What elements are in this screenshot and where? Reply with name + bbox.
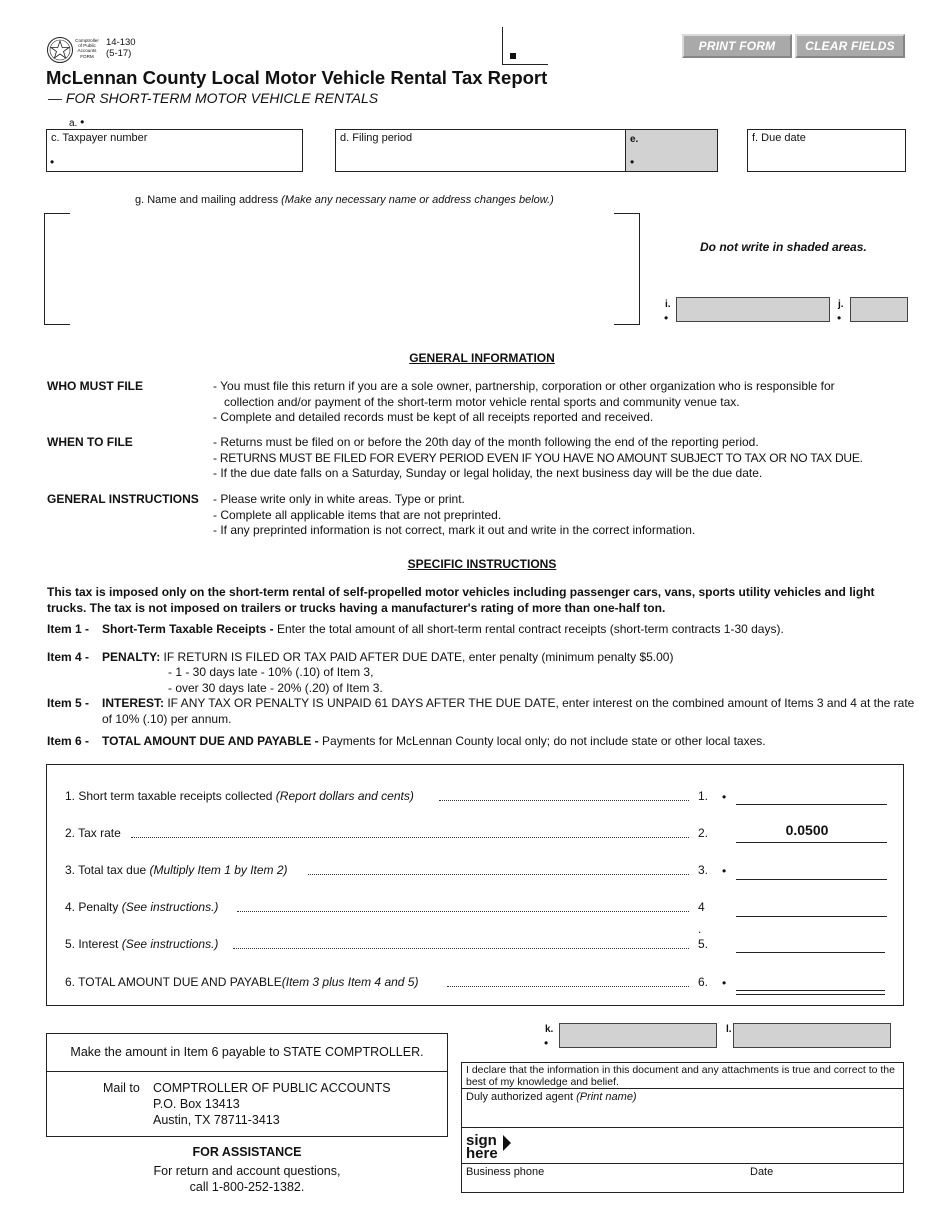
item-1-title: Short-Term Taxable Receipts -	[102, 622, 274, 636]
mail-to-label: Mail to	[103, 1081, 140, 1095]
item-5-label: Item 5 -	[47, 696, 90, 710]
instr-item-1: - Please write only in white areas. Type or print.	[213, 492, 465, 506]
who-must-file-label: WHO MUST FILE	[47, 379, 143, 393]
field-i-marker: •	[664, 311, 669, 325]
when-item-3: - If the due date falls on a Saturday, Sunday or legal holiday, the next business day will be the due date.	[213, 466, 763, 480]
line-1-number: 1.	[698, 789, 709, 803]
business-phone-label: Business phone	[466, 1166, 545, 1178]
line-1-input[interactable]	[736, 804, 887, 805]
mail-address-line-3: Austin, TX 78711-3413	[153, 1113, 280, 1127]
texas-seal-icon	[46, 36, 74, 64]
line-6-double-rule	[736, 994, 885, 995]
item-6-title: TOTAL AMOUNT DUE AND PAYABLE -	[102, 734, 319, 748]
line-6-leader	[447, 986, 689, 987]
line-1-label-text: 1. Short term taxable receipts collected	[65, 789, 276, 803]
filing-period-label: d. Filing period	[340, 132, 413, 144]
line-3-input[interactable]	[736, 879, 887, 880]
taxpayer-number-marker: •	[50, 155, 55, 169]
field-j-text: j.	[838, 299, 844, 310]
page-title: McLennan County Local Motor Vehicle Rental Tax Report	[46, 67, 548, 88]
line-3-label-text: 3. Total tax due	[65, 863, 150, 877]
line-5-label-text: 5. Interest	[65, 937, 122, 951]
line-6-marker: •	[722, 976, 727, 990]
line-1-label	[65, 789, 414, 803]
address-bracket-left	[44, 213, 70, 325]
item-1-body: Enter the total amount of all short-term rental contract receipts (short-term contracts 1-30 days).	[273, 622, 784, 636]
comptroller-logo	[46, 36, 102, 64]
item-6-label: Item 6 -	[47, 734, 90, 748]
address-bracket-right	[614, 213, 640, 325]
form-revision: (5-17)	[106, 48, 132, 59]
field-j-shaded	[850, 297, 908, 322]
when-to-file-list	[213, 435, 933, 482]
line-3-number: 3.	[698, 863, 709, 877]
field-k-marker: •	[544, 1036, 549, 1050]
print-form-button[interactable]: PRINT FORM	[682, 34, 792, 58]
assistance-line-1: For return and account questions,	[153, 1164, 341, 1178]
field-l-shaded	[733, 1023, 891, 1048]
date-field[interactable]	[746, 1164, 903, 1192]
item-4-title: PENALTY:	[102, 650, 161, 664]
line-3-marker: •	[722, 864, 727, 878]
item-1-text	[102, 622, 922, 636]
address-label-note: (Make any necessary name or address changes below.)	[281, 194, 554, 206]
clear-fields-button[interactable]: CLEAR FIELDS	[795, 34, 905, 58]
page-subtitle: — FOR SHORT-TERM MOTOR VEHICLE RENTALS	[48, 90, 379, 106]
mail-address-line-1: COMPTROLLER OF PUBLIC ACCOUNTS	[153, 1081, 391, 1095]
item-6-text	[102, 734, 922, 748]
when-to-file-label: WHEN TO FILE	[47, 435, 133, 449]
line-4-label-text: 4. Penalty	[65, 900, 122, 914]
line-5-note: (See instructions.)	[121, 937, 219, 951]
when-item-2: - RETURNS MUST BE FILED FOR EVERY PERIOD EVEN IF YOU HAVE NO AMOUNT SUBJECT TO TAX OR NO TAX DUE.	[213, 450, 863, 465]
line-2-input	[736, 842, 887, 843]
address-label	[135, 194, 554, 206]
field-k-label: k.	[545, 1024, 554, 1035]
line-5-leader	[233, 948, 689, 949]
sign-here-line-2: here	[466, 1145, 498, 1162]
who-item-1: - You must file this return if you are a sole owner, partnership, corporation or other organization who is responsible for collection and/or payment of the short-term motor vehicle rental sports and community venue tax.	[213, 379, 835, 409]
line-6-input[interactable]	[736, 990, 885, 991]
line-6-note: (Item 3 plus Item 4 and 5)	[281, 975, 419, 989]
assistance-heading: FOR ASSISTANCE	[192, 1145, 302, 1159]
field-i-label	[665, 299, 671, 310]
line-4-number: 4	[698, 900, 705, 914]
agent-name-field[interactable]	[462, 1089, 903, 1127]
general-instructions-label: GENERAL INSTRUCTIONS	[47, 492, 199, 506]
line-1-note: (Report dollars and cents)	[275, 789, 414, 803]
item-4-sub-2: - over 30 days late - 20% (.20) of Item 3.	[168, 681, 383, 695]
specific-intro: This tax is imposed only on the short-term rental of self-propelled motor vehicles including passenger cars, vans, sports utility vehicles and light trucks. The tax is not imposed on trailers or trucks having a manufacturer's rating of more than one-half ton.	[47, 585, 875, 615]
date-label: Date	[750, 1166, 774, 1178]
instr-item-2: - Complete all applicable items that are not preprinted.	[213, 507, 502, 522]
taxpayer-number-label: c. Taxpayer number	[51, 132, 148, 144]
sign-arrow-icon	[503, 1135, 511, 1151]
line-3-note: (Multiply Item 1 by Item 2)	[149, 863, 288, 877]
line-5-label	[65, 937, 218, 951]
agent-name-label	[466, 1091, 637, 1103]
field-j-label	[838, 299, 844, 310]
form-number: 14-130	[106, 37, 136, 48]
who-must-file-list	[213, 379, 873, 426]
field-a-label: a. •	[69, 115, 85, 129]
filing-period-field[interactable]	[335, 129, 626, 172]
sign-here-label	[466, 1134, 498, 1160]
line-1-marker: •	[722, 790, 727, 804]
specific-instructions-heading: SPECIFIC INSTRUCTIONS	[407, 557, 557, 571]
item-5-text	[102, 696, 917, 727]
mail-address-line-2: P.O. Box 13413	[153, 1097, 240, 1111]
field-i-text: i.	[665, 299, 671, 310]
due-date-field[interactable]	[747, 129, 906, 172]
field-a-text: a.	[69, 118, 78, 129]
item-1-label: Item 1 -	[47, 622, 90, 636]
item-4-label: Item 4 -	[47, 650, 90, 664]
when-item-1: - Returns must be filed on or before the 20th day of the month following the end of the reporting period.	[213, 435, 759, 449]
line-1-leader	[439, 800, 689, 801]
who-item-2: - Complete and detailed records must be kept of all receipts reported and received.	[213, 410, 654, 424]
assistance-line-2: call 1-800-252-1382.	[189, 1180, 305, 1194]
field-e-marker: •	[630, 155, 635, 169]
field-j-marker: •	[837, 311, 842, 325]
general-info-heading: GENERAL INFORMATION	[409, 351, 555, 365]
address-label-text: g. Name and mailing address	[135, 194, 279, 206]
signature-box	[461, 1062, 904, 1193]
agent-label-text: Duly authorized agent	[466, 1091, 574, 1103]
item-4-sub-1: - 1 - 30 days late - 10% (.10) of Item 3,	[168, 665, 374, 679]
payment-box	[46, 1033, 448, 1137]
field-b[interactable]	[502, 27, 548, 65]
taxpayer-number-field[interactable]	[46, 129, 303, 172]
payable-text: Make the amount in Item 6 payable to STATE COMPTROLLER.	[70, 1045, 424, 1059]
field-l-label: l.	[726, 1024, 732, 1035]
instr-item-3: - If any preprinted information is not correct, mark it out and write in the correct information.	[213, 523, 696, 537]
field-k-shaded	[559, 1023, 717, 1048]
line-2-leader	[131, 837, 689, 838]
line-3-leader	[308, 874, 689, 875]
declaration-text: I declare that the information in this document and any attachments is true and correct to the best of my knowledge and belief.	[466, 1064, 895, 1088]
field-e-label: e.	[630, 134, 639, 145]
item-6-body: Payments for McLennan County local only; do not include state or other local taxes.	[318, 734, 766, 748]
address-field[interactable]	[44, 213, 640, 327]
sign-here-line-1: sign	[466, 1132, 497, 1149]
item-5-title: INTEREST:	[102, 696, 165, 710]
signature-field[interactable]	[462, 1128, 903, 1164]
payment-divider	[47, 1071, 447, 1072]
general-instructions-list	[213, 492, 873, 539]
line-4-input[interactable]	[736, 916, 887, 917]
field-e-shaded	[625, 129, 718, 172]
item-4-body: IF RETURN IS FILED OR TAX PAID AFTER DUE DATE, enter penalty (minimum penalty $5.00)	[160, 650, 674, 664]
line-5-number: 5.	[698, 937, 709, 951]
line-2-number: 2.	[698, 826, 709, 840]
item-5-body: IF ANY TAX OR PENALTY IS UNPAID 61 DAYS AFTER THE DUE DATE, enter interest on the combined amount of Items 3 and 4 at the rate of 10% (.10) per annum.	[102, 696, 915, 726]
line-3-label	[65, 863, 288, 877]
line-5-input[interactable]	[736, 952, 885, 953]
line-4-label	[65, 900, 218, 914]
agent-label-note: (Print name)	[576, 1091, 637, 1103]
field-i-shaded	[676, 297, 830, 322]
logo-text: Comptroller of Public Accounts FORM	[75, 38, 99, 59]
line-5-dot: .	[698, 922, 702, 936]
line-6-label	[65, 975, 418, 989]
business-phone-field[interactable]	[462, 1164, 746, 1192]
shaded-areas-note: Do not write in shaded areas.	[700, 240, 867, 254]
line-6-number: 6.	[698, 975, 709, 989]
line-4-note: (See instructions.)	[121, 900, 219, 914]
line-2-label-text: 2. Tax rate	[65, 826, 121, 840]
field-b-marker	[510, 53, 516, 59]
line-2-label	[65, 826, 121, 840]
line-2-value: 0.0500	[785, 822, 829, 838]
line-6-label-text: 6. TOTAL AMOUNT DUE AND PAYABLE	[65, 975, 282, 989]
item-4-text	[102, 650, 922, 664]
due-date-label: f. Due date	[752, 132, 806, 144]
line-4-leader	[237, 911, 689, 912]
